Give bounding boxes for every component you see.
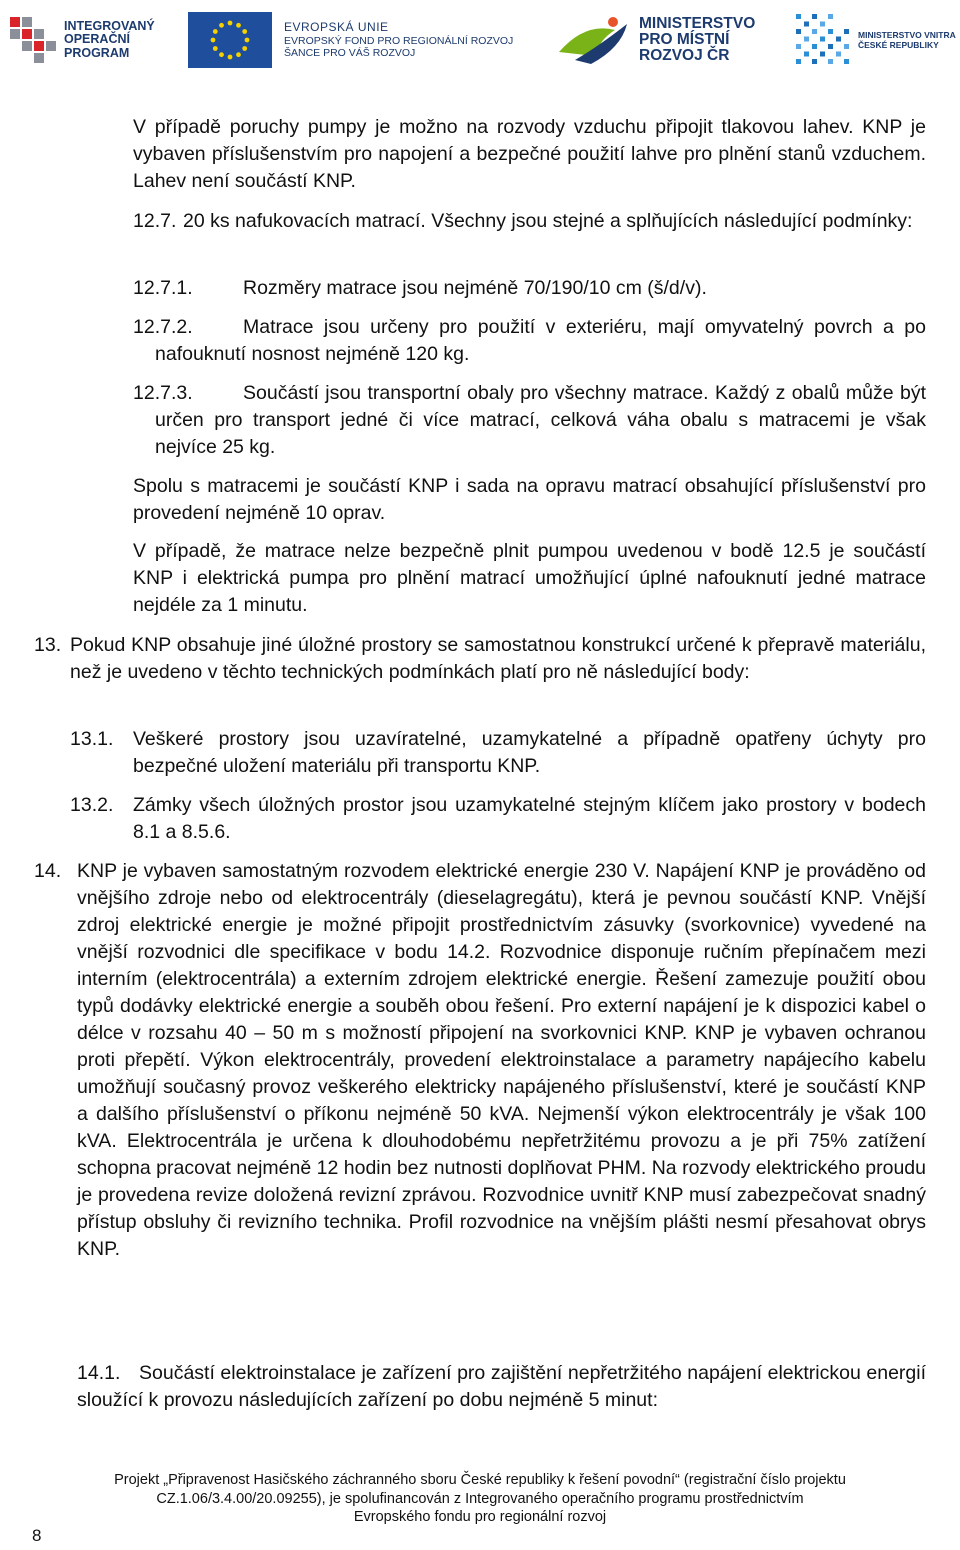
section-number-13: 13. xyxy=(34,634,62,656)
section-number-14: 14. xyxy=(34,860,62,882)
eu-star-icon xyxy=(219,52,224,57)
mv-dot-icon xyxy=(804,22,809,27)
section-number-13-1: 13.1. xyxy=(70,728,114,750)
footer-line2: CZ.1.06/3.4.00/20.09255), je spolufinancován z Integrovaného operačního programu prostřednictvím xyxy=(156,1490,804,1507)
section-number-12-7-1: 12.7.1. xyxy=(133,277,193,299)
mv-line1: MINISTERSTVO VNITRA xyxy=(858,29,956,40)
section-number-12-7-3: 12.7.3. xyxy=(133,382,193,404)
header-logos xyxy=(0,0,960,80)
mv-dot-icon xyxy=(820,37,825,42)
eu-line3: ŠANCE PRO VÁŠ ROZVOJ xyxy=(284,47,416,60)
mv-dot-icon xyxy=(812,59,817,64)
mmr-line3: ROZVOJ ČR xyxy=(639,47,730,65)
mmr-emblem-icon xyxy=(555,12,631,68)
section-13-1-text: Veškeré prostory jsou uzavíratelné, uzamykatelné a případně opatřeny úchyty pro bezpečné uložení materiálu při transportu KNP. xyxy=(133,728,926,777)
mv-dot-icon xyxy=(804,52,809,57)
eu-star-icon xyxy=(211,38,216,43)
eu-line1: EVROPSKÁ UNIE xyxy=(284,20,389,35)
section-13-text: Pokud KNP obsahuje jiné úložné prostory se samostatnou konstrukcí určené k přepravě materiálu, než je uvedeno v těchto technických podmínkách platí pro ně následující body: xyxy=(70,634,926,683)
section-number-13-2: 13.2. xyxy=(70,794,114,816)
mv-dot-icon xyxy=(804,37,809,42)
section-14-text: KNP je vybaven samostatným rozvodem elektrické energie 230 V. Napájení KNP je prováděno od vnějšího zdroje nebo od elektrocentrály (dieselagregátu), která je pevnou součástí KNP. Vnější zdroj elektrické energie je možné připojit prostřednictvím zásuvky (svorkovnice) vyvedené na vnější rozvodnici dle specifikace v bodu 14.2. Rozvodnice disponuje ručním přepínačem mezi interním (elektrocentrála) a externím zdrojem elektrické energie. Řešení zamezuje použití obou typů dodávky elektrické energie a souběh obou řešení. Pro externí napájení je k dispozici kabel o délce v rozsahu 40 – 50 m s možností připojení na svorkovnici KNP. KNP je vybaven ochranou proti přepětí. Výkon elektrocentrály, provedení elektroinstalace a parametry napájecího kabelu umožňují současný provoz veškerého elektricky napájeného příslušenství, které je součástí KNP a dalšího příslušenství o příkonu nejméně 50 kVA. Nejmenší výkon elektrocentrály je však 100 kVA. Elektrocentrála je určena k dlouhodobému nepřetržitému provozu a je při 75% zatížení schopna pracovat nejméně 12 hodin bez nutnosti doplňovat PHM. Na rozvody elektrického proudu je provedena revize doložená revizní zprávou. Rozvodnice uvnitř KNP musí zabezpečovat snadný přístup obsluhy či revizního technika. Profil rozvodnice na vnějším plášti nesmí přesahovat obrys KNP. xyxy=(77,860,926,1260)
mv-dot-icon xyxy=(828,44,833,49)
mmr-line1: MINISTERSTVO xyxy=(639,14,756,32)
mv-dot-icon xyxy=(844,59,849,64)
section-14-1-text: Součástí elektroinstalace je zařízení pro zajištění nepřetržitého napájení elektrickou energií sloužící k provozu následujících zařízení po dobu nejméně 5 minut: xyxy=(77,1362,926,1411)
mv-dot-icon xyxy=(828,14,833,19)
section-12-7-3-text: Součástí jsou transportní obaly pro všechny matrace. Každý z obalů může být určen pro transport jedné či více matrací, celková váha obalu s matracemi je však nejvíce 25 kg. xyxy=(155,382,926,458)
eu-star-icon xyxy=(242,46,247,51)
footer xyxy=(70,1471,890,1527)
paragraph-pressure-bottle: V případě poruchy pumpy je možno na rozvody vzduchu připojit tlakovou lahev. KNP je vybaven příslušenstvím pro napojení a bezpečné použití lahve pro plnění stanů vzduchem. Lahev není součástí KNP. xyxy=(133,116,926,192)
eu-line2: EVROPSKÝ FOND PRO REGIONÁLNÍ ROZVOJ xyxy=(284,34,514,47)
mv-dot-icon xyxy=(796,14,801,19)
section-12-7-2-text: Matrace jsou určeny pro použití v exteriéru, mají omyvatelný povrch a po nafouknutí nosnost nejméně 120 kg. xyxy=(155,316,926,365)
iop-logo xyxy=(8,8,178,72)
section-12-7-text: 20 ks nafukovacích matrací. Všechny jsou stejné a splňujících následující podmínky: xyxy=(183,210,913,232)
mv-dot-icon xyxy=(796,29,801,34)
mv-dot-icon xyxy=(836,37,841,42)
eu-logo xyxy=(188,8,538,72)
mv-dot-icon xyxy=(836,52,841,57)
eu-star-icon xyxy=(228,21,233,26)
mv-emblem-icon xyxy=(792,12,854,68)
mv-dot-icon xyxy=(844,44,849,49)
iop-line1: INTEGROVANÝ xyxy=(64,19,155,34)
eu-star-icon xyxy=(228,55,233,60)
eu-star-icon xyxy=(245,38,250,43)
eu-star-icon xyxy=(213,46,218,51)
mv-line2: ČESKÉ REPUBLIKY xyxy=(858,40,939,50)
page-number: 8 xyxy=(32,1526,42,1545)
paragraph-electric-pump: V případě, že matrace nelze bezpečně plnit pumpou uvedenou v bodě 12.5 je součástí KNP i elektrická pumpa pro plnění matrací umožňující úplné nafouknutí jedné matrace nejdéle za 1 minutu. xyxy=(133,540,926,616)
eu-star-icon xyxy=(242,29,247,34)
mv-dot-icon xyxy=(796,59,801,64)
mv-dot-icon xyxy=(812,44,817,49)
section-13-2-text: Zámky všech úložných prostor jsou uzamykatelné stejným klíčem jako prostory v bodech 8.1 a 8.5.6. xyxy=(133,794,926,843)
eu-flag-icon xyxy=(188,12,272,68)
iop-emblem-icon xyxy=(8,13,58,67)
mv-dot-icon xyxy=(820,52,825,57)
mmr-line2: PRO MÍSTNÍ xyxy=(639,30,730,48)
mv-dot-icon xyxy=(828,29,833,34)
mv-logo xyxy=(792,8,957,72)
iop-line2: OPERAČNÍ xyxy=(64,32,130,47)
eu-star-icon xyxy=(213,29,218,34)
mv-dot-icon xyxy=(828,59,833,64)
mv-dot-icon xyxy=(812,29,817,34)
eu-star-icon xyxy=(236,52,241,57)
footer-line1: Projekt „Připravenost Hasičského záchranného sboru České republiky k řešení povodní“ (registrační číslo projektu xyxy=(114,1472,846,1488)
footer-line3: Evropského fondu pro regionální rozvoj xyxy=(353,1509,607,1525)
section-number-12-7: 12.7. xyxy=(133,210,177,232)
section-number-12-7-2: 12.7.2. xyxy=(133,316,193,338)
eu-star-icon xyxy=(236,23,241,28)
paragraph-repair-kit: Spolu s matracemi je součástí KNP i sada na opravu matrací obsahující příslušenství pro provedení nejméně 10 oprav. xyxy=(133,475,926,524)
mv-dot-icon xyxy=(796,44,801,49)
eu-star-icon xyxy=(219,23,224,28)
mv-dot-icon xyxy=(820,22,825,27)
mv-dot-icon xyxy=(844,29,849,34)
iop-line3: PROGRAM xyxy=(64,45,130,60)
mv-dot-icon xyxy=(812,14,817,19)
section-number-14-1: 14.1. xyxy=(77,1362,121,1384)
mmr-logo xyxy=(555,8,785,72)
section-12-7-1-text: Rozměry matrace jsou nejméně 70/190/10 cm (š/d/v). xyxy=(243,277,707,299)
